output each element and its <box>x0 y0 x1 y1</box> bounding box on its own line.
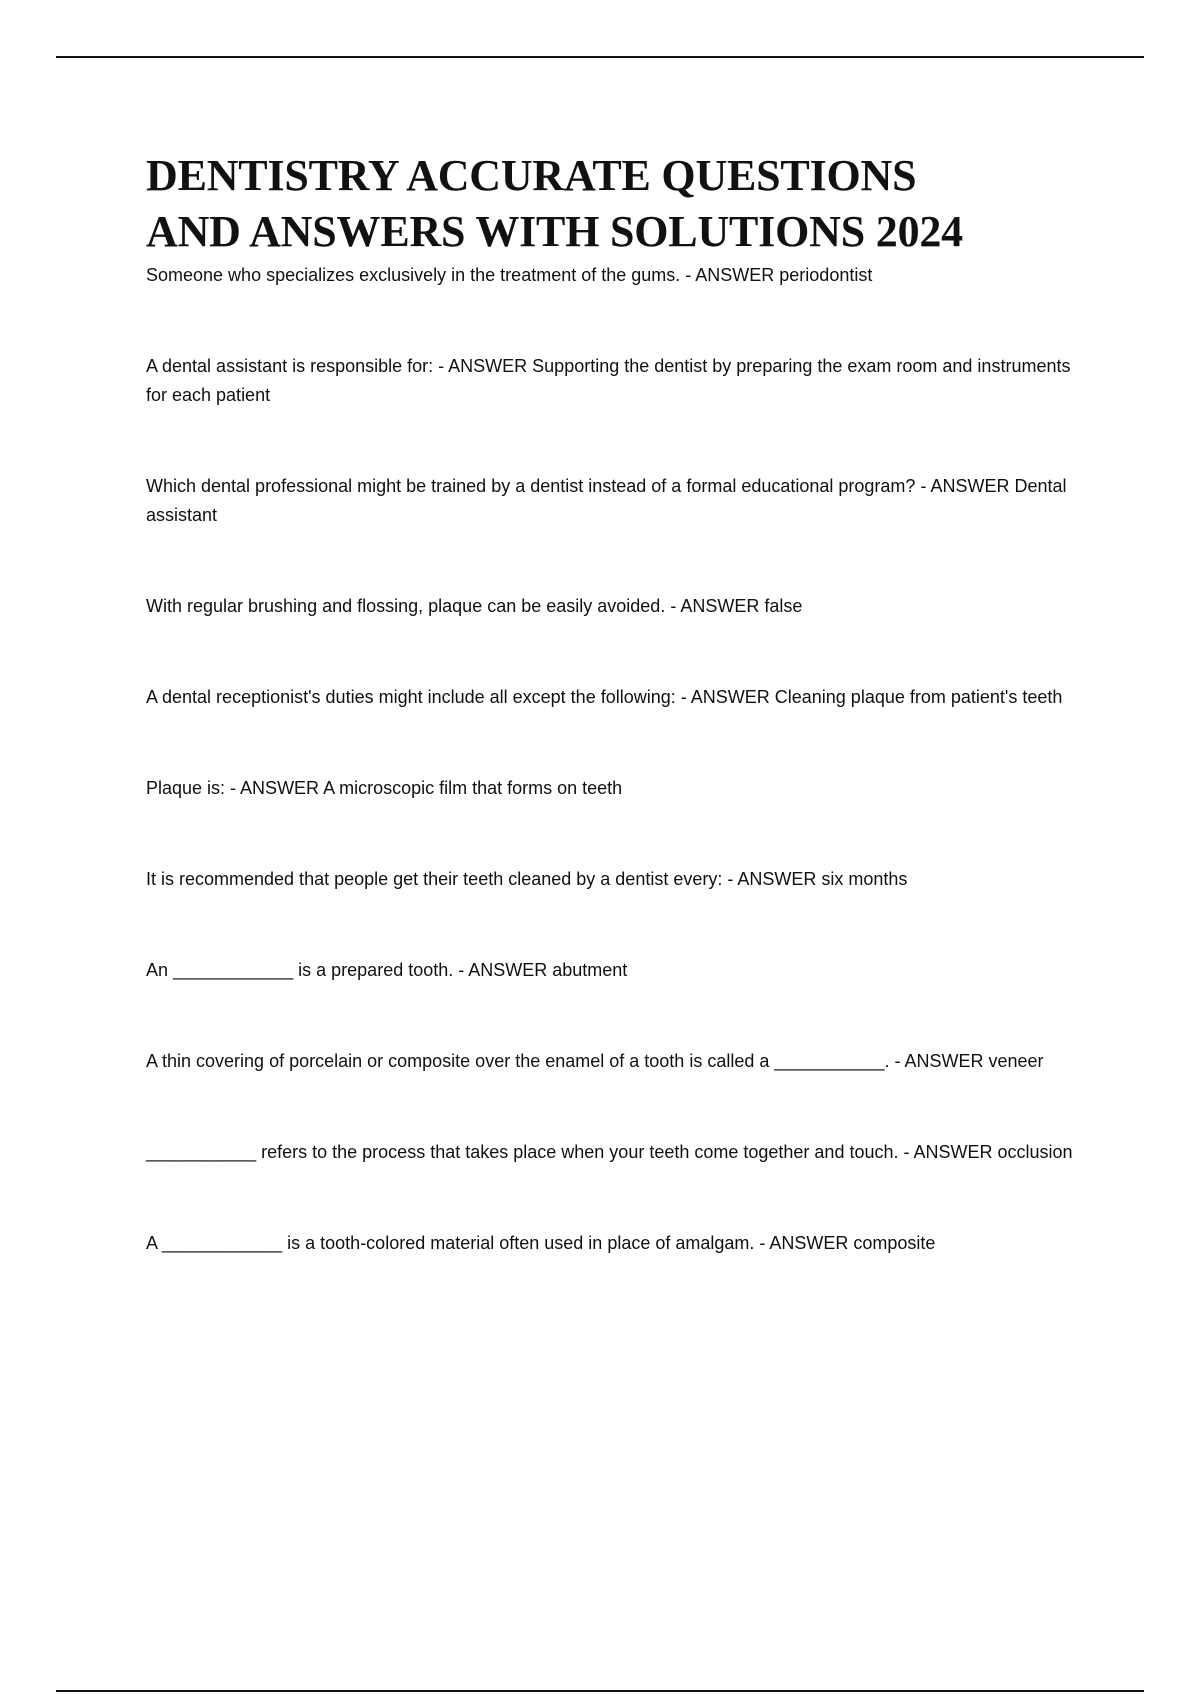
top-divider <box>56 56 1144 58</box>
title-line-2: AND ANSWERS WITH SOLUTIONS 2024 <box>146 207 963 256</box>
document-body <box>146 148 1086 1320</box>
qa-item: Which dental professional might be trained by a dentist instead of a formal educational program? - ANSWER Dental assistant <box>146 476 1072 525</box>
qa-item: A thin covering of porcelain or composite over the enamel of a tooth is called a ___________. - ANSWER veneer <box>146 1051 1044 1071</box>
qa-item: With regular brushing and flossing, plaque can be easily avoided. - ANSWER false <box>146 596 803 616</box>
qa-item: A ____________ is a tooth-colored material often used in place of amalgam. - ANSWER composite <box>146 1233 936 1253</box>
qa-item: A dental assistant is responsible for: - ANSWER Supporting the dentist by preparing the exam room and instruments for each patient <box>146 356 1076 405</box>
qa-item: A dental receptionist's duties might include all except the following: - ANSWER Cleaning plaque from patient's teeth <box>146 687 1063 707</box>
qa-list <box>146 261 1086 1258</box>
qa-item: It is recommended that people get their teeth cleaned by a dentist every: - ANSWER six months <box>146 869 908 889</box>
bottom-divider <box>56 1690 1144 1692</box>
qa-item: Plaque is: - ANSWER A microscopic film that forms on teeth <box>146 778 623 798</box>
document-title <box>146 148 1086 260</box>
qa-item: ___________ refers to the process that takes place when your teeth come together and touch. - ANSWER occlusion <box>146 1142 1073 1162</box>
qa-item: Someone who specializes exclusively in the treatment of the gums. - ANSWER periodontist <box>146 265 873 285</box>
qa-item: An ____________ is a prepared tooth. - ANSWER abutment <box>146 960 628 980</box>
title-line-1: DENTISTRY ACCURATE QUESTIONS <box>146 151 917 200</box>
